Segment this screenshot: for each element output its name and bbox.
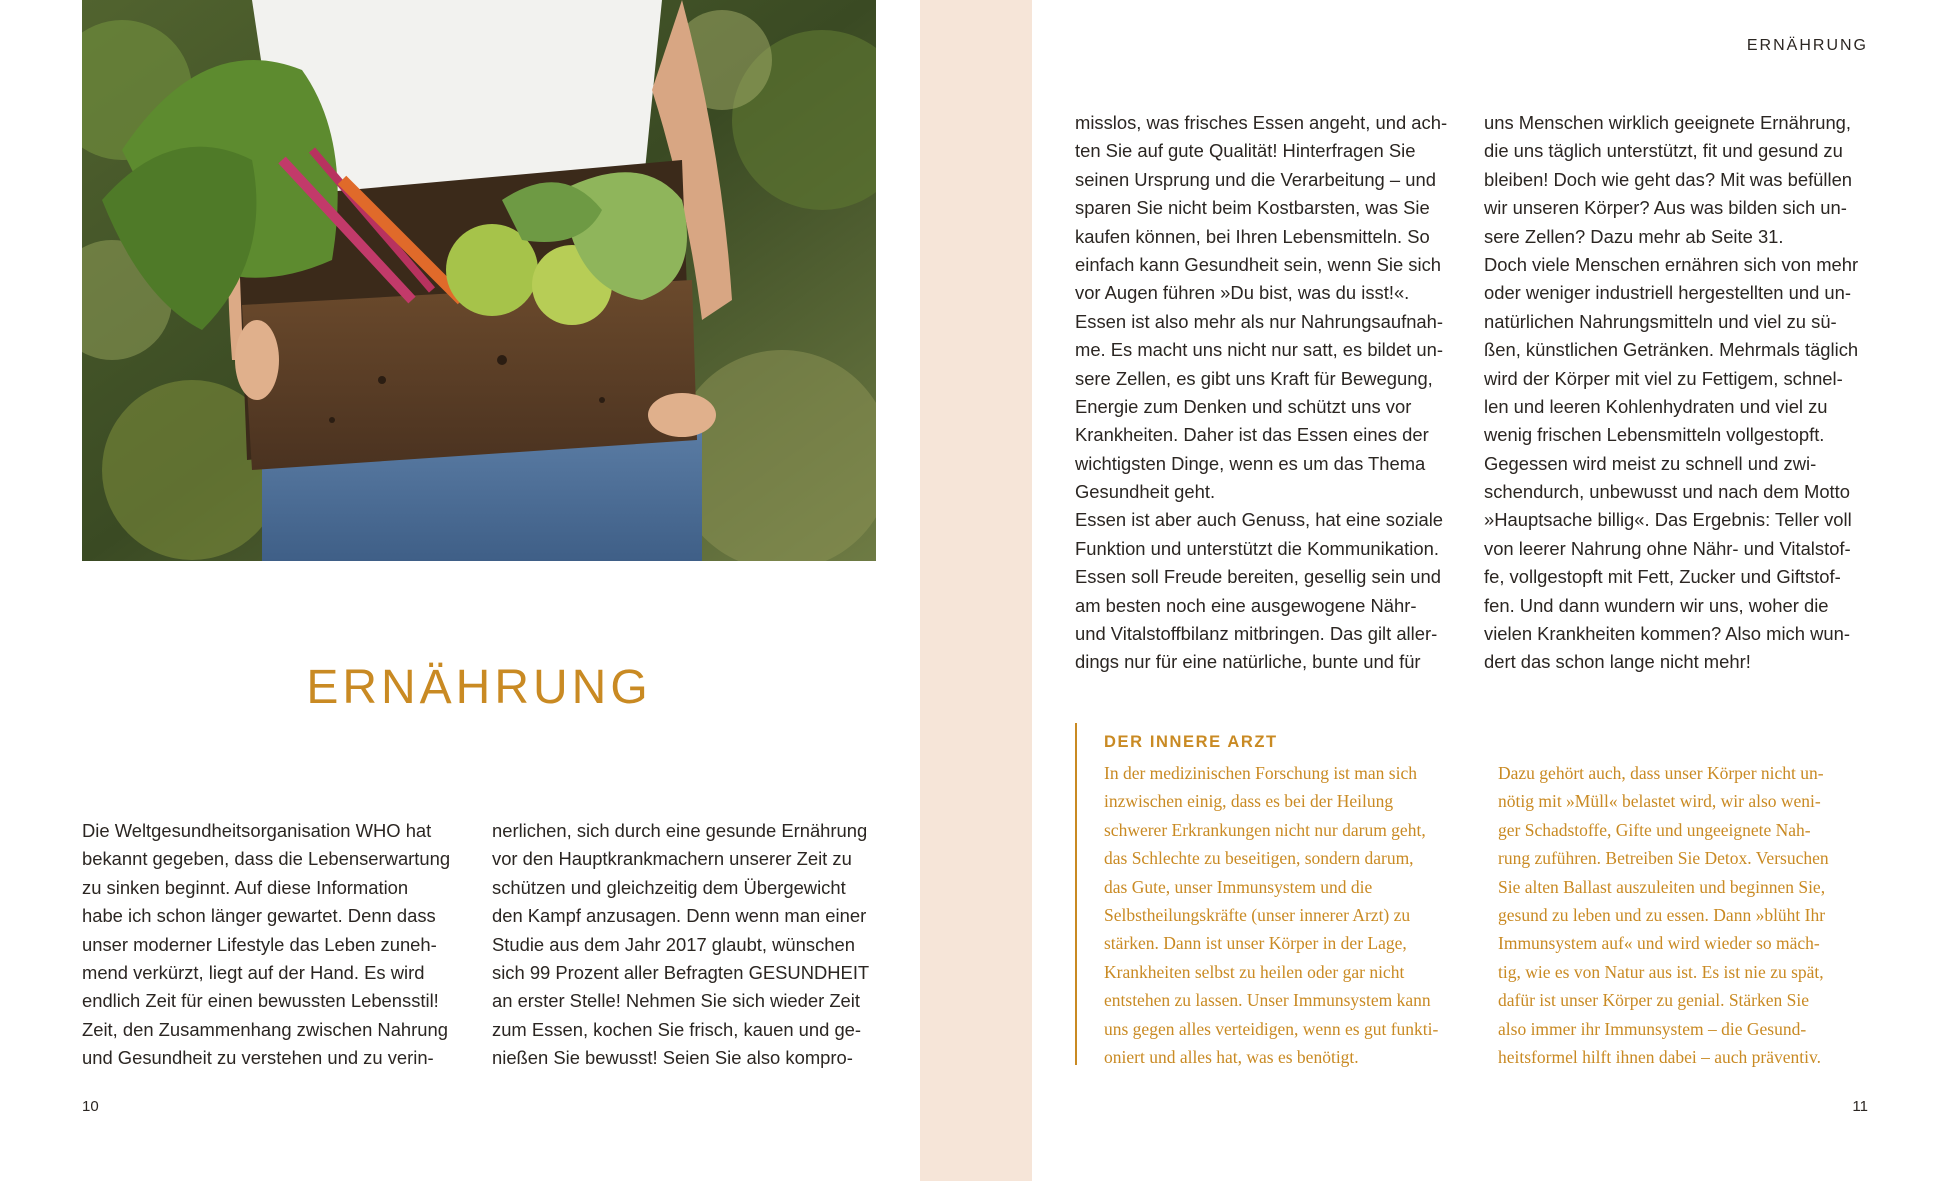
text-line: gesund zu leben und zu essen. Dann »blüht Ihr xyxy=(1498,904,1826,925)
text-line: Sie alten Ballast auszuleiten und beginnen Sie, xyxy=(1498,876,1826,897)
text-line: ten Sie auf gute Qualität! Hinterfragen Sie xyxy=(1075,140,1416,162)
text-line: wir unseren Körper? Aus was bilden sich un- xyxy=(1484,197,1847,219)
text-line: habe ich schon länger gewartet. Denn dass xyxy=(82,905,436,927)
text-line: Essen soll Freude bereiten, gesellig sein und xyxy=(1075,566,1441,588)
text-line: wichtigsten Dinge, wenn es um das Thema xyxy=(1075,452,1426,474)
text-line: unser moderner Lifestyle das Leben zuneh- xyxy=(82,933,437,955)
page-number-left: 10 xyxy=(82,1098,99,1115)
text-line: am besten noch eine ausgewogene Nähr- xyxy=(1075,594,1417,616)
right-body-column-1 xyxy=(1075,109,1460,677)
text-line: Dazu gehört auch, dass unser Körper nicht un- xyxy=(1498,763,1824,783)
text-line: Doch viele Menschen ernähren sich von mehr xyxy=(1484,253,1859,275)
text-line: rung zuführen. Betreiben Sie Detox. Versuchen xyxy=(1498,848,1829,869)
text-line: endlich Zeit für einen bewussten Lebensstil! xyxy=(82,990,439,1012)
text-line: die uns täglich unterstützt, fit und gesund zu xyxy=(1484,140,1843,162)
text-line: In der medizinischen Forschung ist man sich xyxy=(1104,763,1417,783)
text-line: kaufen können, bei Ihren Lebensmitteln. So xyxy=(1075,225,1430,247)
text-line: einfach kann Gesundheit sein, wenn Sie sich xyxy=(1075,253,1441,275)
text-line: ßen, künstlichen Getränken. Mehrmals täglich xyxy=(1484,339,1859,361)
text-line: mend verkürzt, liegt auf der Hand. Es wird xyxy=(82,961,425,983)
callout-rule xyxy=(1075,723,1077,1065)
callout-heading: DER INNERE ARZT xyxy=(1104,733,1278,751)
text-line: Essen ist aber auch Genuss, hat eine soziale xyxy=(1075,509,1444,531)
text-line: inzwischen einig, dass es bei der Heilung xyxy=(1104,791,1394,812)
text-line: sparen Sie nicht beim Kostbarsten, was Sie xyxy=(1075,197,1430,219)
text-line: vor Augen führen »Du bist, was du isst!«. xyxy=(1075,282,1410,304)
text-line: Funktion und unterstützt die Kommunikation. xyxy=(1075,537,1439,559)
callout-column-1 xyxy=(1104,759,1484,1071)
text-line: und Gesundheit zu verstehen und zu verin- xyxy=(82,1047,434,1069)
text-line: das Gute, unser Immunsystem und die xyxy=(1104,876,1373,897)
text-line: Die Weltgesundheitsorganisation WHO hat xyxy=(82,820,432,841)
text-line: sere Zellen? Dazu mehr ab Seite 31. xyxy=(1484,225,1784,247)
text-line: vor den Hauptkrankmachern unserer Zeit zu xyxy=(492,848,852,870)
text-line: Gesundheit geht. xyxy=(1075,481,1216,503)
text-line: Gegessen wird meist zu schnell und zwi- xyxy=(1484,452,1817,474)
text-line: fe, vollgestopft mit Fett, Zucker und Giftstof- xyxy=(1484,566,1841,588)
text-line: schwerer Erkrankungen nicht nur darum geht, xyxy=(1104,819,1426,840)
text-line: misslos, was frisches Essen angeht, und ach- xyxy=(1075,112,1448,133)
text-line: Studie aus dem Jahr 2017 glaubt, wünschen xyxy=(492,933,855,955)
text-line: oder weniger industriell hergestellten und un- xyxy=(1484,282,1852,304)
text-line: uns Menschen wirklich geeignete Ernährung, xyxy=(1484,112,1852,133)
text-line: also immer ihr Immunsystem – die Gesund- xyxy=(1498,1018,1807,1039)
text-line: fen. Und dann wundern wir uns, woher die xyxy=(1484,594,1829,616)
page-number-right: 11 xyxy=(1852,1098,1868,1115)
text-line: »Hauptsache billig«. Das Ergebnis: Teller voll xyxy=(1484,509,1852,531)
text-line: Selbstheilungskräfte (unser innerer Arzt) zu xyxy=(1104,904,1411,925)
text-line: stärken. Dann ist unser Körper in der Lage, xyxy=(1104,933,1407,954)
left-body-column-2 xyxy=(492,817,882,1073)
text-line: vielen Krankheiten kommen? Also mich wun- xyxy=(1484,623,1850,645)
text-line: das Schlechte zu beseitigen, sondern darum, xyxy=(1104,848,1414,869)
text-line: und Vitalstoffbilanz mitbringen. Das gilt aller- xyxy=(1075,623,1438,645)
text-line: wenig frischen Lebensmitteln vollgestopft. xyxy=(1484,424,1825,446)
text-line: Essen ist also mehr als nur Nahrungsaufnah- xyxy=(1075,310,1444,332)
text-line: entstehen zu lassen. Unser Immunsystem kann xyxy=(1104,990,1431,1011)
chapter-title: ERNÄHRUNG xyxy=(306,661,652,714)
callout-column-2 xyxy=(1498,759,1878,1071)
text-line: dings nur für eine natürliche, bunte und für xyxy=(1075,651,1421,673)
text-line: sich 99 Prozent aller Befragten GESUNDHEIT xyxy=(492,961,870,983)
text-line: den Kampf anzusagen. Denn wenn man einer xyxy=(492,905,867,927)
text-line: wird der Körper mit viel zu Fettigem, schnel- xyxy=(1484,367,1843,389)
text-line: zum Essen, kochen Sie frisch, kauen und ge- xyxy=(492,1018,862,1040)
text-line: von leerer Nahrung ohne Nähr- und Vitalstof- xyxy=(1484,537,1851,559)
text-line: dert das schon lange nicht mehr! xyxy=(1484,651,1751,673)
text-line: nerlichen, sich durch eine gesunde Ernährung xyxy=(492,820,868,841)
vegetable-crate-photo xyxy=(82,0,876,561)
text-line: bleiben! Doch wie geht das? Mit was befüllen xyxy=(1484,168,1853,190)
text-line: len und leeren Kohlenhydraten und viel zu xyxy=(1484,395,1828,417)
text-line: natürlichen Nahrungsmitteln und viel zu sü- xyxy=(1484,310,1837,332)
running-header: ERNÄHRUNG xyxy=(1746,37,1868,54)
text-line: bekannt gegeben, dass die Lebenserwartung xyxy=(82,848,451,870)
left-page xyxy=(0,0,920,1181)
text-line: nötig mit »Müll« belastet wird, wir also weni- xyxy=(1498,791,1821,812)
text-line: schendurch, unbewusst und nach dem Motto xyxy=(1484,481,1850,503)
text-line: schützen und gleichzeitig dem Übergewicht xyxy=(492,876,846,898)
text-line: dafür ist unser Körper zu genial. Stärken Sie xyxy=(1498,990,1810,1011)
text-line: Zeit, den Zusammenhang zwischen Nahrung xyxy=(82,1018,448,1040)
text-line: seinen Ursprung und die Verarbeitung – und xyxy=(1075,168,1436,190)
text-line: Krankheiten. Daher ist das Essen eines der xyxy=(1075,424,1429,446)
text-line: tig, wie es von Natur aus ist. Es ist nie zu spät, xyxy=(1498,961,1824,982)
text-line: me. Es macht uns nicht nur satt, es bildet un- xyxy=(1075,339,1443,361)
text-line: Immunsystem auf« und wird wieder so mäch- xyxy=(1498,933,1820,954)
text-line: heitsformel hilft ihnen dabei – auch präventiv. xyxy=(1498,1046,1821,1067)
page-gutter xyxy=(920,0,1032,1181)
text-line: nießen Sie bewusst! Seien Sie also kompro- xyxy=(492,1047,853,1069)
left-body-column-1 xyxy=(82,817,472,1073)
text-line: Krankheiten selbst zu heilen oder gar nicht xyxy=(1104,961,1405,982)
text-line: Energie zum Denken und schützt uns vor xyxy=(1075,395,1412,417)
text-line: ger Schadstoffe, Gifte und ungeeignete Nah- xyxy=(1498,819,1811,840)
right-body-column-2 xyxy=(1484,109,1869,677)
text-line: uns gegen alles verteidigen, wenn es gut funkti- xyxy=(1104,1018,1439,1039)
text-line: an erster Stelle! Nehmen Sie sich wieder Zeit xyxy=(492,990,860,1012)
text-line: zu sinken beginnt. Auf diese Information xyxy=(82,876,409,898)
text-line: sere Zellen, es gibt uns Kraft für Bewegung, xyxy=(1075,367,1433,389)
text-line: oniert und alles hat, was es benötigt. xyxy=(1104,1046,1359,1067)
